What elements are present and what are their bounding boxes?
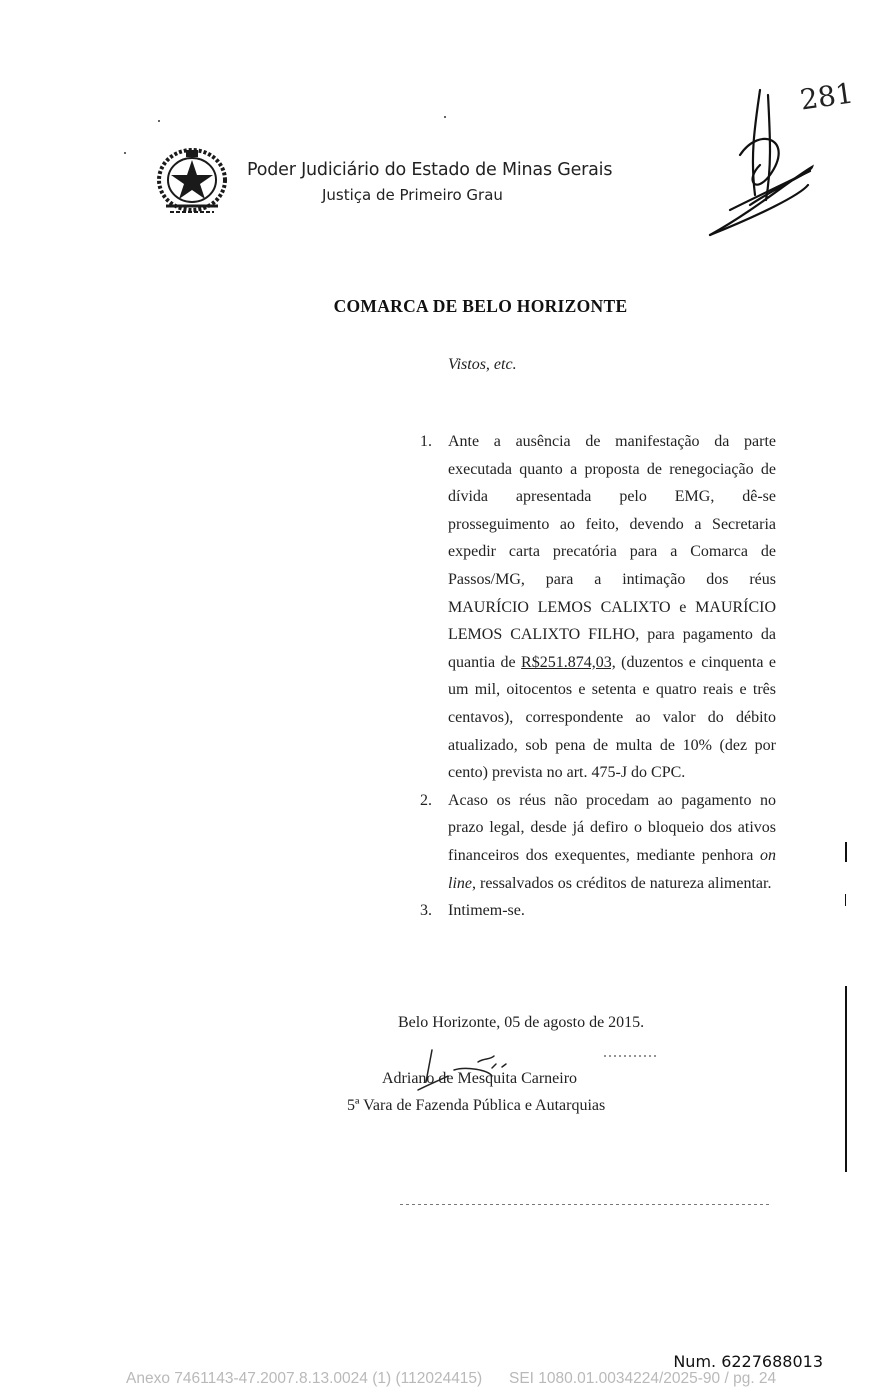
item-text <box>448 428 776 787</box>
document-title: COMARCA DE BELO HORIZONTE <box>333 296 628 316</box>
place-and-date: Belo Horizonte, 05 de agosto de 2015. <box>398 1014 645 1031</box>
court-header-title: Poder Judiciário do Estado de Minas Gerais <box>247 160 613 180</box>
scan-speck <box>158 120 160 122</box>
item-number: 1. <box>420 433 432 450</box>
item-number: 3. <box>420 902 432 920</box>
document-number-stamp: Num. 6227688013 <box>673 1352 823 1371</box>
scan-speck <box>444 116 446 118</box>
item-number: 2. <box>420 791 432 809</box>
item-text-main: Ante a ausência de manifestação da parte executada quanto a proposta de renegociação de dívida apresentada pelo EMG, dê-se prosseguimento ao feito, devendo a Secretaria expedir carta precatória para a Comarca de Passos/MG, para a intimação dos réus MAURÍCIO LEMOS CALIXTO e MAURÍCIO LEMOS CALIXTO FILHO, para pagamento da quantia de <box>448 433 776 671</box>
scan-margin-mark <box>845 894 846 906</box>
page-folio-number: 281 <box>797 76 856 117</box>
footer-sei-reference: SEI 1080.01.0034224/2025-90 / pg. 24 <box>509 1370 777 1387</box>
scan-margin-mark <box>845 986 847 1172</box>
salutation: Vistos, etc. <box>448 356 517 373</box>
decision-item <box>420 787 776 897</box>
emphasized-term: on line <box>448 846 776 892</box>
scan-speck <box>124 152 126 154</box>
amount-value: R$251.874,03, <box>521 653 616 671</box>
judge-name: Adriano de Mesquita Carneiro <box>382 1070 578 1087</box>
scan-margin-mark <box>845 842 847 862</box>
scan-dotted-line <box>400 1204 770 1205</box>
decision-items <box>420 428 776 925</box>
item-text-continuation: , ressalvados os créditos de natureza alimentar. <box>472 874 772 892</box>
judge-court: 5ª Vara de Fazenda Pública e Autarquias <box>347 1097 606 1114</box>
item-text <box>448 787 776 897</box>
footer-annex-reference: Anexo 7461143-47.2007.8.13.0024 (1) (112024415) <box>126 1370 483 1387</box>
decision-item <box>420 897 776 925</box>
decision-item <box>420 428 776 787</box>
minas-gerais-coat-of-arms-icon <box>152 144 232 218</box>
item-text: Intimem-se. <box>448 902 525 920</box>
item-text-continuation: (duzentos e cinquenta e um mil, oitocentos e setenta e quatro reais e três centavos), correspondente ao valor do débito atualizado, sob pena de multa de 10% (dez por cento) prevista no art. 475-J do CPC. <box>448 653 776 782</box>
court-header-subtitle: Justiça de Primeiro Grau <box>322 186 503 204</box>
item-text-main: Acaso os réus não procedam ao pagamento no prazo legal, desde já defiro o bloqueio dos ativos financeiros dos exequentes, mediante penhora <box>448 791 776 864</box>
